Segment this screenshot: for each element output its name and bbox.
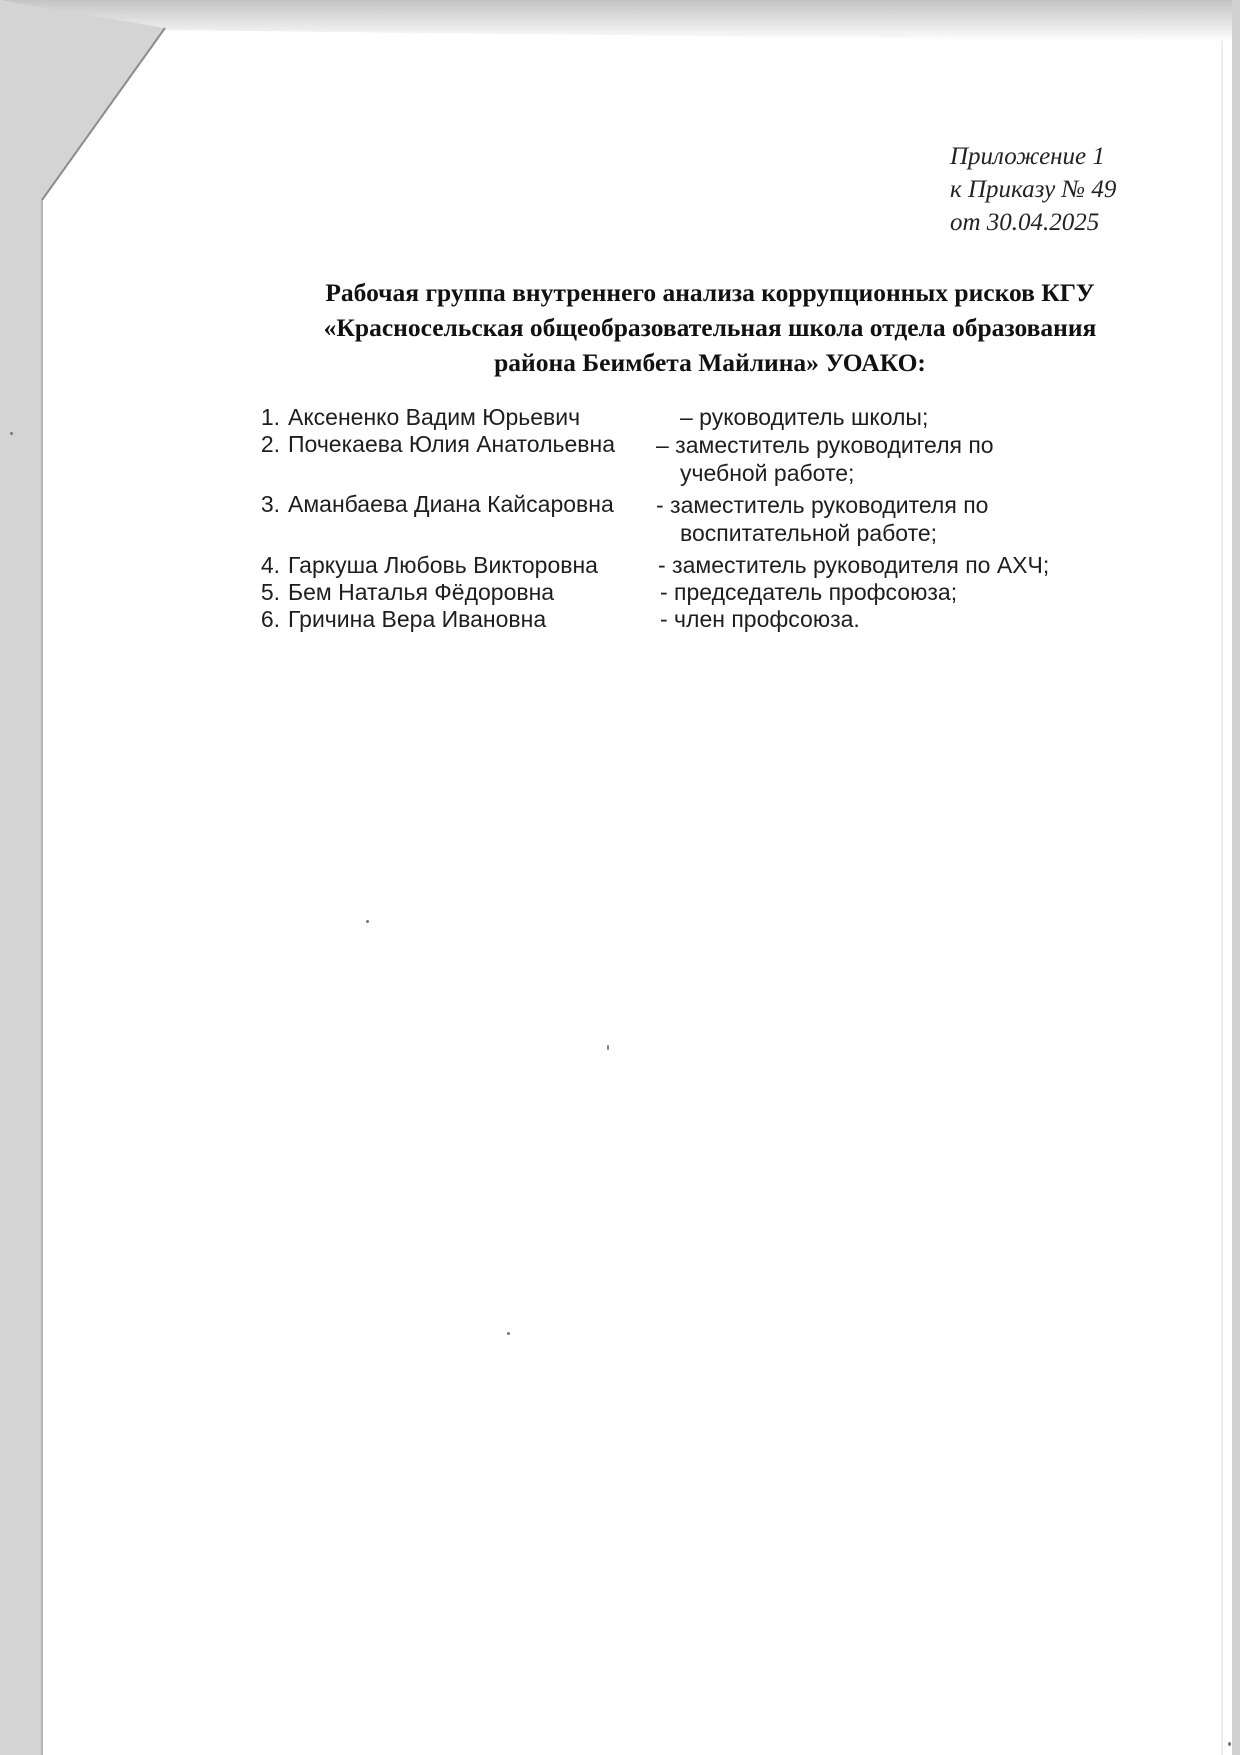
member-role: - член профсоюза.	[660, 606, 860, 632]
member-role: – заместитель руководителя по учебной работе;	[656, 432, 994, 486]
scan-speck	[607, 1045, 609, 1050]
item-number: 5.	[260, 579, 280, 605]
member-role-continued: воспитательной работе;	[680, 520, 938, 546]
member-name: Бем Наталья Фёдоровна	[288, 579, 555, 605]
member-role-continued: учебной работе;	[680, 460, 855, 486]
item-number: 3.	[260, 491, 280, 517]
scan-speck	[366, 920, 369, 923]
item-number: 1.	[260, 404, 280, 430]
item-number: 6.	[260, 606, 280, 632]
appendix-reference	[950, 140, 1116, 239]
appendix-number: Приложение 1	[950, 143, 1105, 170]
item-number: 2.	[260, 431, 280, 457]
member-name: Гаркуша Любовь Викторовна	[288, 552, 598, 578]
item-number: 4.	[260, 552, 280, 578]
member-name: Почекаева Юлия Анатольевна	[288, 431, 615, 457]
member-name: Аманбаева Диана Кайсаровна	[288, 491, 614, 517]
member-name: Гричина Вера Ивановна	[288, 606, 547, 632]
scan-speck	[1228, 1742, 1231, 1746]
title-line-2: «Красносельская общеобразовательная школа отдела образования	[323, 313, 1097, 342]
scan-speck	[507, 1332, 510, 1335]
member-role: - председатель профсоюза;	[660, 579, 958, 605]
member-role: - заместитель руководителя по воспитательной работе;	[656, 492, 989, 546]
order-date: от 30.04.2025	[950, 209, 1100, 236]
scan-speck	[10, 432, 13, 435]
title-line-1: Рабочая группа внутреннего анализа коррупционных рисков КГУ	[325, 278, 1095, 307]
title-line-3: района Беимбета Майлина» УОАКО:	[494, 348, 926, 377]
member-name: Аксененко Вадим Юрьевич	[288, 404, 581, 430]
member-role: – руководитель школы;	[680, 404, 929, 430]
member-role: - заместитель руководителя по АХЧ;	[658, 552, 1050, 578]
document-title	[250, 275, 1170, 380]
order-number: к Приказу № 49	[950, 176, 1117, 203]
